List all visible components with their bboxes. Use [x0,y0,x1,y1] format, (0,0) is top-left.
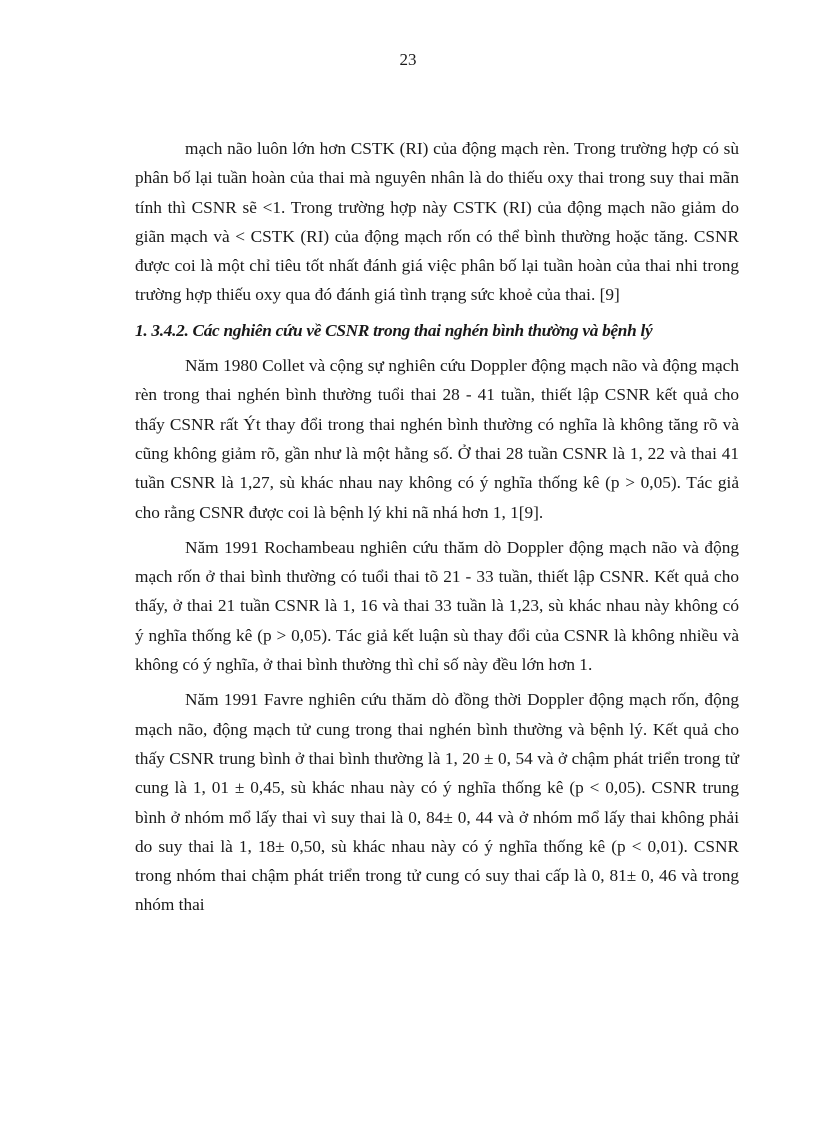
page-number: 23 [399,50,417,69]
document-body [135,134,739,926]
paragraph-continuation: mạch não luôn lớn hơn CSTK (RI) của động mạch rèn. Trong trường hợp có sù phân bố lại tuần hoàn của thai mà nguyên nhân là do thiếu oxy thai trong suy thai mãn tính thì CSNR sẽ <1. Trong trường hợp này CSTK (RI) của động mạch não giảm do giãn mạch và < CSTK (RI) của động mạch rốn có thể bình thường hoặc tăng. CSNR được coi là một chỉ tiêu tốt nhất đánh giá việc phân bố lại tuần hoàn của thai nhi trong trường hợp thiếu oxy qua đó đánh giá tình trạng sức khoẻ của thai. [9] [135,139,739,305]
section-heading: 1. 3.4.2. Các nghiên cứu về CSNR trong thai nghén bình thường và bệnh lý [135,320,653,340]
paragraph-collet-1980: Năm 1980 Collet và cộng sự nghiên cứu Doppler động mạch não và động mạch rèn trong thai nghén bình thường tuổi thai 28 - 41 tuần, thiết lập CSNR kết quả cho thấy CSNR rất Ýt thay đổi trong thai nghén bình thường có nghĩa là không tăng rõ và cũng không giảm rõ, gần như là một hằng số. Ở thai 28 tuần CSNR là 1, 22 và thai 41 tuần CSNR là 1,27, sù khác nhau nay không có ý nghĩa thống kê (p > 0,05). Tác giả cho rằng CSNR được coi là bệnh lý khi nã nhá hơn 1, 1[9]. [135,356,739,522]
paragraph-favre-1991: Năm 1991 Favre nghiên cứu thăm dò đồng thời Doppler động mạch rốn, động mạch não, động mạch tử cung trong thai nghén bình thường và bệnh lý. Kết quả cho thấy CSNR trung bình ở thai bình thường là 1, 20 ± 0, 54 và ở chậm phát triển trong tử cung là 1, 01 ± 0,45, sù khác nhau này có ý nghĩa thống kê (p < 0,05). CSNR trung bình ở nhóm mổ lấy thai vì suy thai là 0, 84± 0, 44 và ở nhóm mổ lấy thai không phải do suy thai là 1, 18± 0,50, sù khác nhau này có ý nghĩa thống kê (p < 0,01). CSNR trong nhóm thai chậm phát triển trong tử cung có suy thai cấp là 0, 81± 0, 46 và trong nhóm thai [135,690,739,915]
paragraph-rochambeau-1991: Năm 1991 Rochambeau nghiên cứu thăm dò Doppler động mạch não và động mạch rốn ở thai bình thường có tuổi thai tõ 21 - 33 tuần, thiết lập CSNR. Kết quả cho thấy, ở thai 21 tuần CSNR là 1, 16 và thai 33 tuần là 1,23, sù khác nhau này không có ý nghĩa thống kê (p > 0,05). Tác giả kết luận sù thay đổi của CSNR là không nhiều và không có ý nghĩa, ở thai bình thường thì chỉ số này đều lớn hơn 1. [135,537,739,675]
